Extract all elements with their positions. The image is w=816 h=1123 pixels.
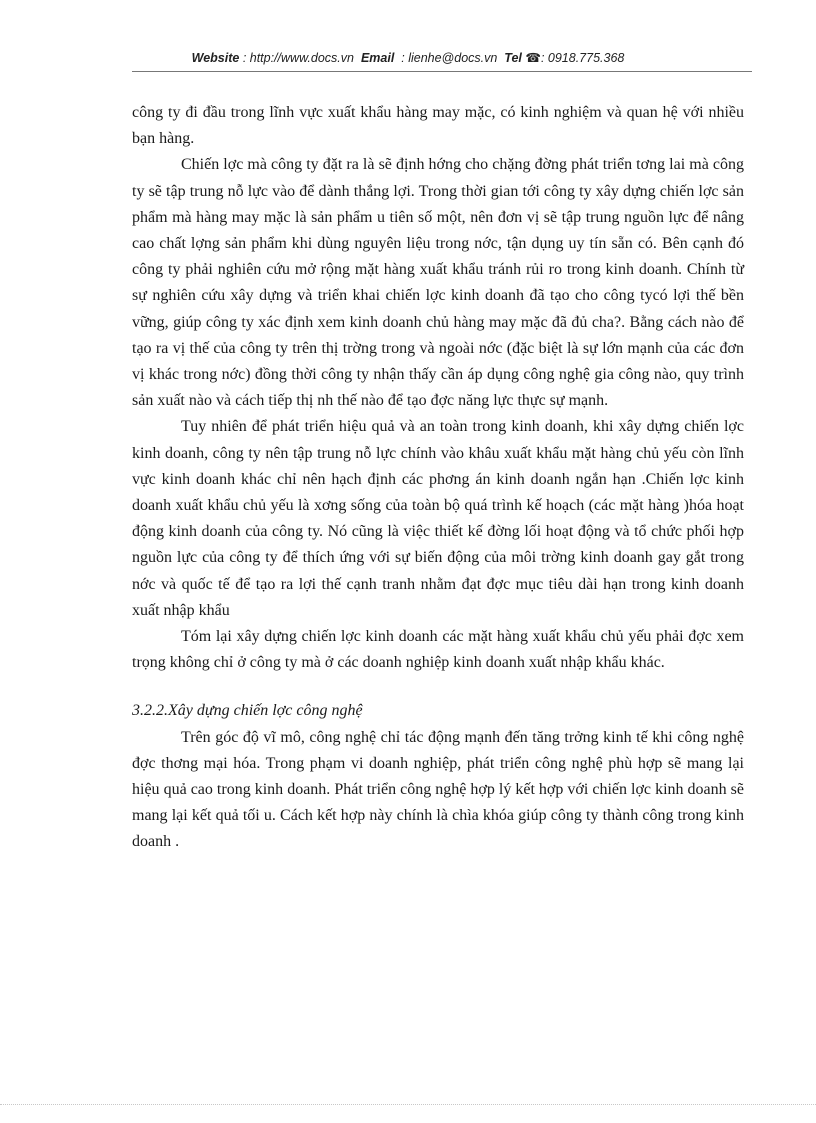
section-spacer (132, 676, 744, 698)
document-body (132, 100, 744, 856)
paragraph-5: Trên góc độ vĩ mô, công nghệ chỉ tác động mạnh đến tăng trởng kinh tế khi công nghệ đợc thơng mại hóa. Trong phạm vi doanh nghiệp, phát triển công nghệ phù hợp sẽ mang lại hiệu quả cao trong kinh doanh. Phát triển công nghệ hợp lý kết hợp với chiến lợc kinh doanh sẽ mang lại kết quả tối u. Cách kết hợp này chính là chìa khóa giúp công ty thành công trong kinh doanh . (132, 728, 744, 851)
page-header (0, 50, 816, 65)
website-value: : http://www.docs.vn (242, 51, 354, 65)
paragraph-4: Tóm lại xây dựng chiến lợc kinh doanh các mặt hàng xuất khẩu chủ yếu phải đợc xem trọng không chỉ ở công ty mà ở các doanh nghiệp kinh doanh xuất nhập khẩu khác. (132, 628, 744, 672)
tel-value: : 0918.775.368 (540, 51, 625, 65)
email-label: Email (360, 51, 395, 65)
tel-label: Tel (504, 51, 522, 65)
website-label: Website (191, 51, 240, 65)
phone-icon: ☎ (525, 51, 541, 65)
paragraph-2: Chiến lợc mà công ty đặt ra là sẽ định hớng cho chặng đờng phát triển tơng lai mà công ty sẽ tập trung nỗ lực vào để dành thắng lợi. Trong thời gian tới công ty xây dựng chiến lợc sản phẩm mà hàng may mặc là sản phẩm u tiên số một, nên đơn vị sẽ tập trung nguồn lực để nâng cao chất lợng sản phẩm khi dùng nguyên liệu trong nớc, tận dụng uy tín sẵn có. Bên cạnh đó công ty phải nghiên cứu mở rộng mặt hàng xuất khẩu tránh rủi ro trong kinh doanh. Chính từ sự nghiên cứu xây dựng và triển khai chiến lợc kinh doanh đã tạo cho công tycó lợi thế bền vững, giúp công ty xác định xem kinh doanh chủ hàng may mặc đã đủ cha?. Bằng cách nào để tạo ra vị thế của công ty trên thị trờng trong và ngoài nớc (đặc biệt là sự lớn mạnh của các đơn vị khác trong nớc) đồng thời công ty nhận thấy cần áp dụng công nghệ gia công nào, quy trình sản xuất nào và cách tiếp thị nh thế nào để tạo đợc năng lực thực sự mạnh. (132, 156, 744, 410)
email-value: : lienhe@docs.vn (401, 51, 498, 65)
section-heading: 3.2.2.Xây dựng chiến lợc công nghệ (132, 702, 363, 720)
header-divider (132, 71, 752, 72)
paragraph-1: công ty đi đầu trong lĩnh vực xuất khẩu hàng may mặc, có kinh nghiệm và quan hệ với nhiều bạn hàng. (132, 104, 744, 148)
footer-divider (0, 1104, 816, 1105)
paragraph-3: Tuy nhiên để phát triển hiệu quả và an toàn trong kinh doanh, khi xây dựng chiến lợc kinh doanh, công ty nên tập trung nỗ lực chính vào khâu xuất khẩu mặt hàng chủ yếu còn lĩnh vực kinh doanh khác chỉ nên hạch định các phơng án kinh doanh ngắn hạn .Chiến lợc kinh doanh xuất khẩu chủ yếu là xơng sống của toàn bộ quá trình kế hoạch (các mặt hàng )hóa hoạt động kinh doanh của công ty. Nó cũng là việc thiết kế đờng lối hoạt động và tổ chức phối hợp nguồn lực của công ty để thích ứng với sự biến động của môi trờng kinh doanh gay gắt trong nớc và quốc tế để tạo ra lợi thế cạnh tranh nhằm đạt đợc mục tiêu dài hạn trong kinh doanh xuất nhập khẩu (132, 418, 744, 619)
